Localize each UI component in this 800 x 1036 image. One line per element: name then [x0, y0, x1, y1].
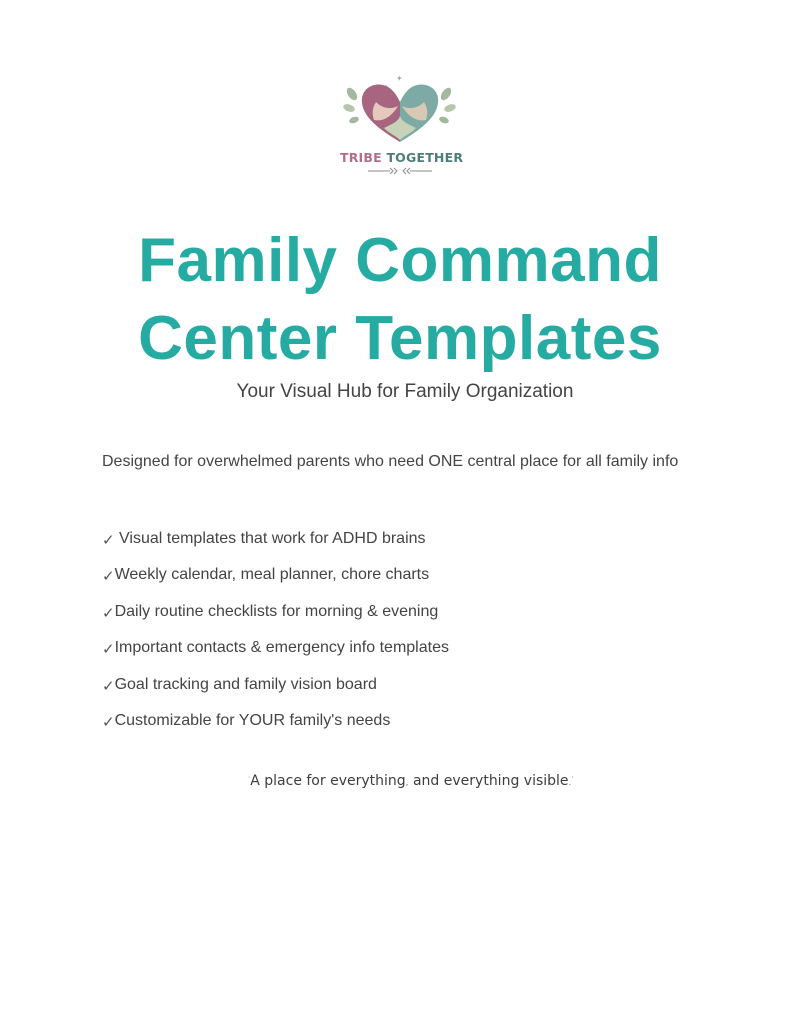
brand-logo: [340, 72, 464, 176]
brand-word-tribe: TRIBE: [340, 150, 382, 165]
feature-list: [102, 528, 449, 746]
feature-text: Daily routine checklists for morning & evening: [114, 602, 439, 620]
check-icon: ✓: [102, 604, 115, 622]
check-icon: ✓: [102, 641, 115, 659]
feature-item: [102, 710, 449, 746]
feature-text: Goal tracking and family vision board: [114, 675, 377, 693]
check-icon: ✓: [102, 713, 115, 731]
quote-mark-icon: ·: [248, 773, 251, 782]
period-mark-icon: .: [568, 778, 572, 788]
check-icon: ✓: [102, 677, 115, 695]
brand-name: [340, 150, 464, 165]
page-subtitle: Your Visual Hub for Family Organization: [236, 381, 574, 402]
feature-text: Customizable for YOUR family's needs: [114, 711, 391, 729]
title-line-2: Center Templates: [138, 304, 662, 373]
feature-text: Important contacts & emergency info templates: [114, 639, 449, 657]
heart-hands-icon: [340, 72, 460, 150]
feature-item: [102, 674, 449, 710]
comma-mark-icon: ,: [405, 778, 409, 788]
feature-item: [102, 601, 449, 637]
feature-item: [102, 564, 449, 600]
page-title: [0, 222, 800, 378]
tagline-part-1: A place for everything: [250, 773, 406, 789]
feature-text: Weekly calendar, meal planner, chore charts: [114, 566, 430, 584]
check-icon: ✓: [102, 532, 115, 549]
title-line-1: Family Command: [138, 226, 662, 295]
svg-text:✦: ✦: [396, 74, 403, 83]
intro-paragraph: Designed for overwhelmed parents who need ONE central place for all family info: [102, 453, 679, 470]
feature-item: [102, 528, 449, 564]
brand-word-together: TOGETHER: [386, 150, 464, 165]
quote-mark-icon: ·: [571, 773, 574, 782]
feature-item: [102, 637, 449, 673]
feature-text: Visual templates that work for ADHD brains: [114, 530, 426, 547]
tagline-part-2: and everything visible: [408, 773, 569, 789]
tagline: [248, 773, 574, 789]
arrow-divider-icon: [368, 167, 432, 175]
check-icon: ✓: [102, 568, 115, 586]
